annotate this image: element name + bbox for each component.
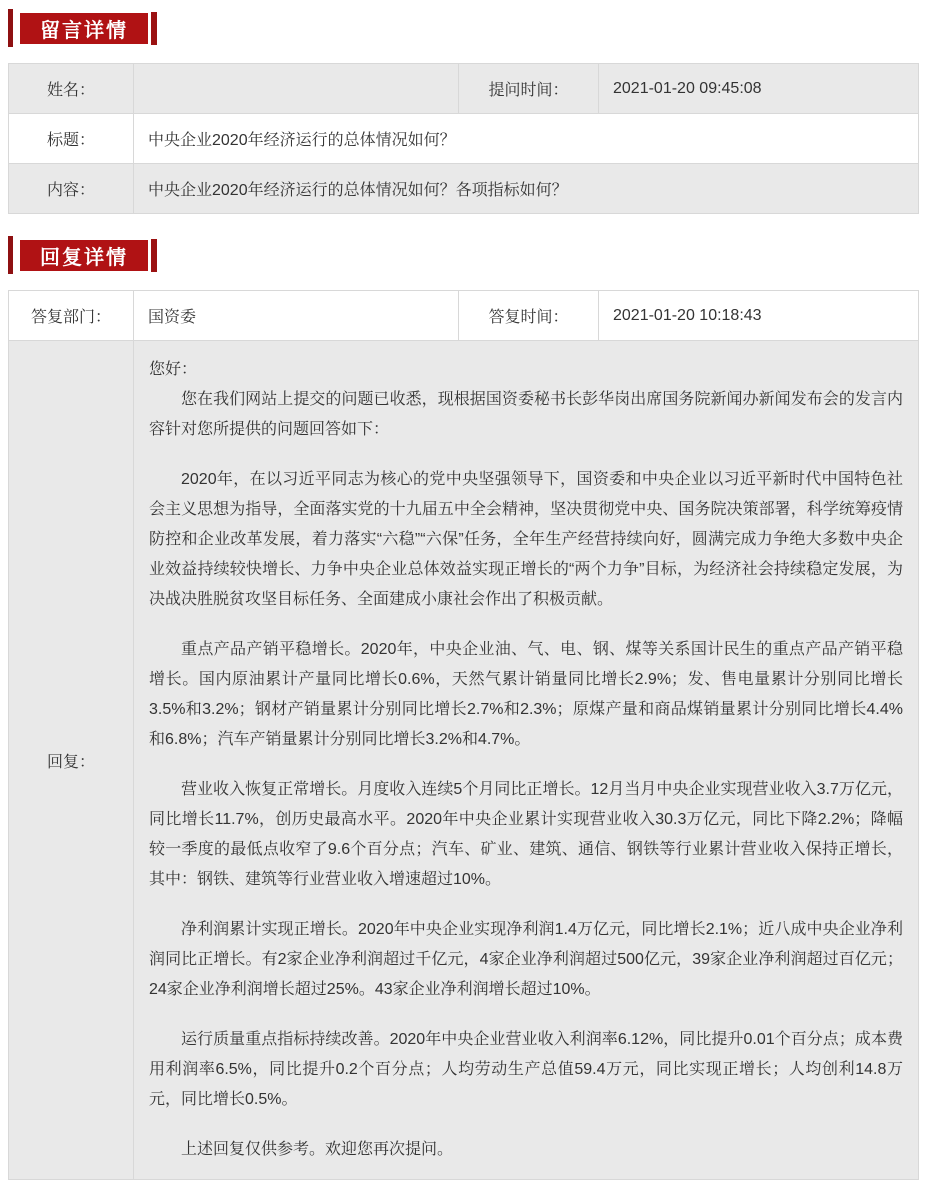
content-label: 内容：	[9, 164, 134, 214]
header-left-bar	[8, 236, 13, 274]
table-row	[9, 291, 919, 341]
table-row	[9, 164, 919, 214]
message-details-table	[8, 63, 919, 214]
content-value: 中央企业2020年经济运行的总体情况如何？各项指标如何？	[134, 164, 919, 214]
ask-time-label: 提问时间：	[459, 64, 599, 114]
reply-paragraph: 营业收入恢复正常增长。月度收入连续5个月同比正增长。12月当月中央企业实现营业收入3.7万亿元，同比增长11.7%，创历史最高水平。2020年中央企业累计实现营业收入30.3万亿元，同比下降2.2%；降幅较一季度的最低点收窄了9.6个百分点；汽车、矿业、建筑、通信、钢铁等行业累计营业收入保持正增长，其中：钢铁、建筑等行业营业收入增速超过10%。	[149, 781, 903, 888]
reply-time-label: 答复时间：	[459, 291, 599, 341]
page	[0, 8, 926, 1190]
header-right-bar	[151, 239, 157, 272]
reply-paragraph: 净利润累计实现正增长。2020年中央企业实现净利润1.4万亿元，同比增长2.1%；近八成中央企业净利润同比正增长。有2家企业净利润超过千亿元，4家企业净利润超过500亿元，39家企业净利润超过百亿元；24家企业净利润增长超过25%。43家企业净利润增长超过10%。	[149, 921, 903, 998]
reply-time-value: 2021-01-20 10:18:43	[599, 291, 919, 341]
table-row	[9, 114, 919, 164]
reply-details-title: 回复详情	[20, 240, 148, 271]
subject-label: 标题：	[9, 114, 134, 164]
reply-paragraph: 您在我们网站上提交的问题已收悉，现根据国资委秘书长彭华岗出席国务院新闻办新闻发布会的发言内容针对您所提供的问题回答如下：	[149, 391, 903, 438]
reply-paragraph: 2020年，在以习近平同志为核心的党中央坚强领导下，国资委和中央企业以习近平新时代中国特色社会主义思想为指导，全面落实党的十九届五中全会精神，坚决贯彻党中央、国务院决策部署，科学统筹疫情防控和企业改革发展，着力落实“六稳”“六保”任务，全年生产经营持续向好，圆满完成力争绝大多数中央企业效益持续较快增长、力争中央企业总体效益实现正增长的“两个力争”目标，为经济社会持续稳定发展，为决战决胜脱贫攻坚目标任务、全面建成小康社会作出了积极贡献。	[149, 471, 903, 608]
reply-paragraph: 您好：	[149, 361, 198, 378]
reply-details-header	[8, 235, 918, 275]
table-row	[9, 64, 919, 114]
subject-value: 中央企业2020年经济运行的总体情况如何？	[134, 114, 919, 164]
reply-paragraphs	[149, 355, 903, 1165]
reply-dept-value: 国资委	[134, 291, 459, 341]
name-value	[134, 64, 459, 114]
reply-content-cell	[134, 341, 919, 1180]
reply-paragraph: 运行质量重点指标持续改善。2020年中央企业营业收入利润率6.12%，同比提升0.01个百分点；成本费用利润率6.5%，同比提升0.2个百分点；人均劳动生产总值59.4万元，同比实现正增长；人均创利14.8万元，同比增长0.5%。	[149, 1031, 903, 1108]
ask-time-value: 2021-01-20 09:45:08	[599, 64, 919, 114]
reply-paragraph: 上述回复仅供参考。欢迎您再次提问。	[181, 1141, 454, 1158]
table-row	[9, 341, 919, 1180]
reply-label: 回复：	[9, 341, 134, 1180]
message-details-title: 留言详情	[20, 13, 148, 44]
reply-paragraph: 重点产品产销平稳增长。2020年，中央企业油、气、电、钢、煤等关系国计民生的重点产品产销平稳增长。国内原油累计产量同比增长0.6%，天然气累计销量同比增长2.9%；发、售电量累计分别同比增长3.5%和3.2%；钢材产销量累计分别同比增长2.7%和2.3%；原煤产量和商品煤销量累计分别同比增长4.4%和6.8%；汽车产销量累计分别同比增长3.2%和4.7%。	[149, 641, 903, 748]
reply-dept-label: 答复部门：	[9, 291, 134, 341]
reply-details-table	[8, 290, 919, 1180]
header-left-bar	[8, 9, 13, 47]
message-details-header	[8, 8, 918, 48]
name-label: 姓名：	[9, 64, 134, 114]
header-right-bar	[151, 12, 157, 45]
